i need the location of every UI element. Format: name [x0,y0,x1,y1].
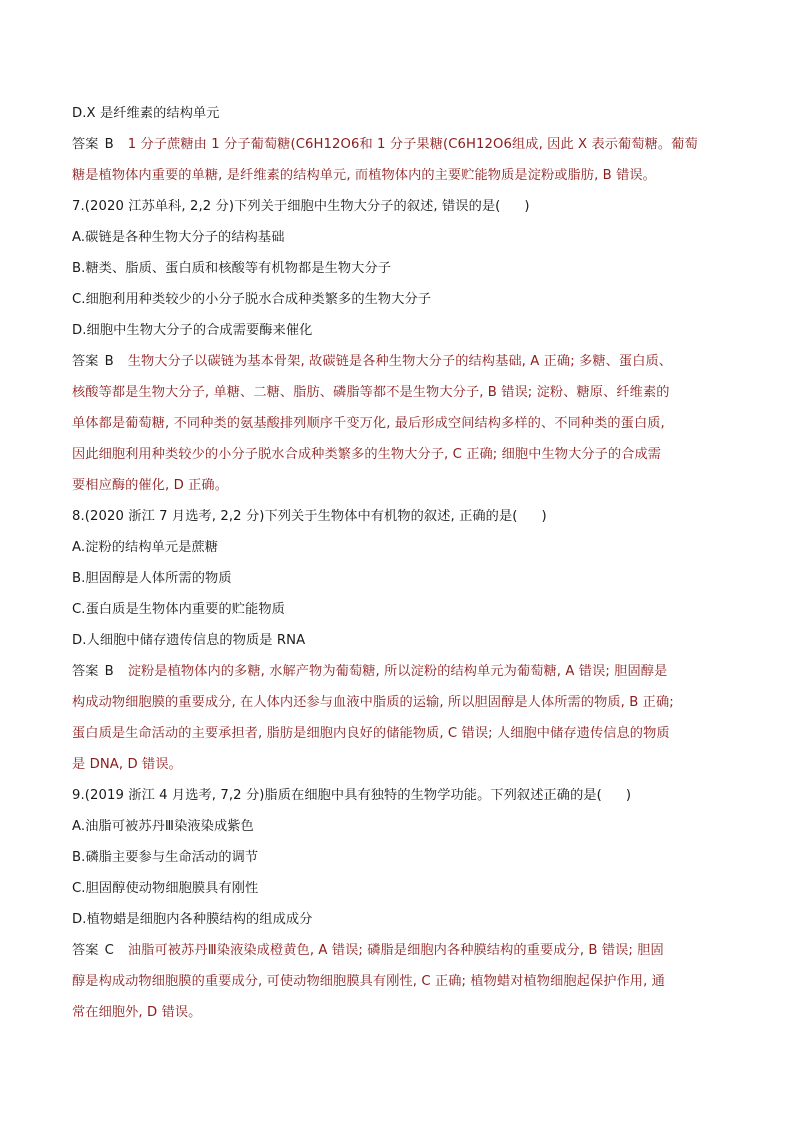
q9-answer-line-1 [72,935,722,966]
q6-answer-line-1 [72,129,722,160]
answer-choice: C [104,943,114,958]
q8-answer-line-4: 是 DNA, D 错误。 [72,757,182,772]
q7-answer-line-2: 核酸等都是生物大分子, 单糖、二糖、脂肪、磷脂等都不是生物大分子, B 错误; 淀粉、糖原、纤维素的 [72,385,670,400]
answer-text: 1 分子蔗糖由 1 分子葡萄糖(C6H12O6和 1 分子果糖(C6H12O6组成, 因此 X 表示葡萄糖。葡萄 [127,137,698,152]
q8-option-d: D.人细胞中储存遗传信息的物质是 RNA [72,633,306,648]
answer-text: 淀粉是植物体内的多糖, 水解产物为葡萄糖, 所以淀粉的结构单元为葡萄糖, A 错误; 胆固醇是 [127,664,668,679]
q9-option-a: A.油脂可被苏丹Ⅲ染液染成紫色 [72,819,254,834]
question-stem: 7.(2020 江苏单科, 2,2 分)下列关于细胞中生物大分子的叙述, 错误的是( [72,199,501,214]
answer-choice: B [104,137,114,152]
document-page [72,98,722,1028]
answer-choice: B [104,354,114,369]
answer-text: 油脂可被苏丹Ⅲ染液染成橙黄色, A 错误; 磷脂是细胞内各种膜结构的重要成分, B 错误; 胆固 [127,943,664,958]
q7-answer-line-4: 因此细胞利用种类较少的小分子脱水合成种类繁多的生物大分子, C 正确; 细胞中生物大分子的合成需 [72,447,662,462]
q8-answer-line-2: 构成动物细胞膜的重要成分, 在人体内还参与血液中脂质的运输, 所以胆固醇是人体所需的物质, B 正确; [72,695,674,710]
q9-option-c: C.胆固醇使动物细胞膜具有刚性 [72,881,259,896]
q9-answer-line-3: 常在细胞外, D 错误。 [72,1005,202,1020]
q8-answer-line-1 [72,656,722,687]
stem-close: ) [524,199,530,214]
q8-option-c: C.蛋白质是生物体内重要的贮能物质 [72,602,285,617]
q7-option-d: D.细胞中生物大分子的合成需要酶来催化 [72,323,313,338]
answer-text: 生物大分子以碳链为基本骨架, 故碳链是各种生物大分子的结构基础, A 正确; 多糖、蛋白质、 [127,354,673,369]
q9-option-b: B.磷脂主要参与生命活动的调节 [72,850,259,865]
q9-stem [72,780,722,811]
q7-option-c: C.细胞利用种类较少的小分子脱水合成种类繁多的生物大分子 [72,292,432,307]
q9-answer-line-2: 醇是构成动物细胞膜的重要成分, 可使动物细胞膜具有刚性, C 正确; 植物蜡对植物细胞起保护作用, 通 [72,974,665,989]
answer-choice: B [104,664,114,679]
q8-stem [72,501,722,532]
q8-option-a: A.淀粉的结构单元是蔗糖 [72,540,219,555]
q7-option-a: A.碳链是各种生物大分子的结构基础 [72,230,285,245]
q7-answer-line-1 [72,346,722,377]
answer-label: 答案 [72,354,99,369]
q7-answer-line-3: 单体都是葡萄糖, 不同种类的氨基酸排列顺序千变万化, 最后形成空间结构多样的、不同种类的蛋白质, [72,416,665,431]
q8-option-b: B.胆固醇是人体所需的物质 [72,571,232,586]
answer-label: 答案 [72,137,99,152]
q6-answer-line-2: 糖是植物体内重要的单糖, 是纤维素的结构单元, 而植物体内的主要贮能物质是淀粉或脂肪, B 错误。 [72,168,656,183]
q7-option-b: B.糖类、脂质、蛋白质和核酸等有机物都是生物大分子 [72,261,392,276]
q7-answer-line-5: 要相应酶的催化, D 正确。 [72,478,229,493]
answer-label: 答案 [72,943,99,958]
q8-answer-line-3: 蛋白质是生命活动的主要承担者, 脂肪是细胞内良好的储能物质, C 错误; 人细胞中储存遗传信息的物质 [72,726,670,741]
q9-option-d: D.植物蜡是细胞内各种膜结构的组成成分 [72,912,313,927]
q6-option-d: D.X 是纤维素的结构单元 [72,106,220,121]
question-stem: 8.(2020 浙江 7 月选考, 2,2 分)下列关于生物体中有机物的叙述, 正确的是( [72,509,518,524]
question-stem: 9.(2019 浙江 4 月选考, 7,2 分)脂质在细胞中具有独特的生物学功能。下列叙述正确的是( [72,788,602,803]
q7-stem [72,191,722,222]
answer-label: 答案 [72,664,99,679]
stem-close: ) [625,788,632,803]
stem-close: ) [541,509,547,524]
